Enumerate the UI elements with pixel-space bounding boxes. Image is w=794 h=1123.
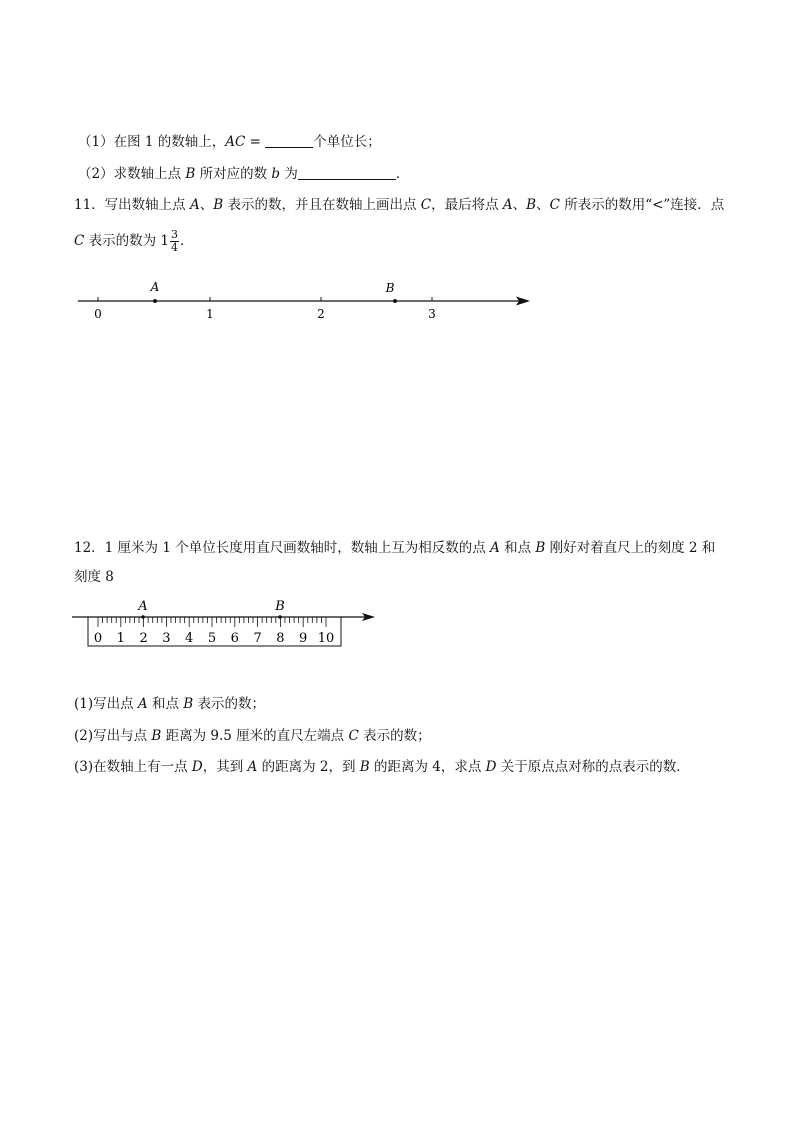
point-b-label: B [385, 281, 395, 295]
scale-label-4: 4 [185, 631, 194, 646]
point-a-label: A [150, 280, 160, 294]
q11-question-line1: 11．写出数轴上点 A、B 表示的数，并且在数轴上画出点 C，最后将点 A、B、C 所表示的数用“<”连接．点 [74, 197, 725, 213]
q12-question-line1: 12．1 厘米为 1 个单位长度用直尺画数轴时，数轴上互为相反数的点 A 和点 B 刚好对着直尺上的刻度 2 和 [74, 540, 716, 556]
scale-label-9: 9 [299, 631, 308, 646]
tick-label-0: 0 [94, 307, 102, 321]
scale-label-7: 7 [253, 631, 262, 646]
point-a-dot [141, 615, 145, 619]
ruler-figure [70, 597, 380, 655]
scale-label-5: 5 [207, 631, 217, 646]
point-b-label: B [275, 599, 285, 614]
point-b-dot [393, 299, 397, 303]
fraction: $\frac{3}{4}$ [171, 228, 179, 254]
q12-part2: (2)写出与点 B 距离为 9.5 厘米的直尺左端点 C 表示的数； [74, 728, 431, 744]
point-b-dot [278, 615, 282, 619]
scale-label-2: 2 [139, 631, 148, 646]
scale-label-10: 10 [317, 631, 335, 646]
scale-label-3: 3 [162, 631, 171, 646]
q12-part3: (3)在数轴上有一点 D，其到 A 的距离为 2，到 B 的距离为 4，求点 D 关于原点点对称的点表示的数． [74, 759, 690, 775]
q12-part1: (1)写出点 A 和点 B 表示的数； [74, 696, 265, 712]
scale-label-1: 1 [116, 631, 125, 646]
point-a-dot [153, 299, 157, 303]
q12-question-line2: 刻度 8 [74, 569, 114, 585]
point-a-label: A [138, 599, 148, 614]
tick-label-1: 1 [206, 307, 214, 321]
answer-blank[interactable] [298, 165, 396, 180]
q10-part1: （1）在图 1 的数轴上，AC = 个单位长； [78, 134, 381, 150]
tick-label-3: 3 [428, 307, 436, 321]
answer-blank[interactable] [265, 133, 313, 148]
number-line-figure [70, 278, 540, 328]
scale-label-6: 6 [230, 631, 239, 646]
tick-label-2: 2 [317, 307, 325, 321]
scale-label-0: 0 [93, 631, 103, 646]
q11-question-line2: C 表示的数为 1 $\frac{3}{4}$ ． [74, 228, 194, 254]
q10-part2: （2）求数轴上点 B 所对应的数 b 为 ． [78, 166, 410, 182]
scale-label-8: 8 [276, 631, 285, 646]
